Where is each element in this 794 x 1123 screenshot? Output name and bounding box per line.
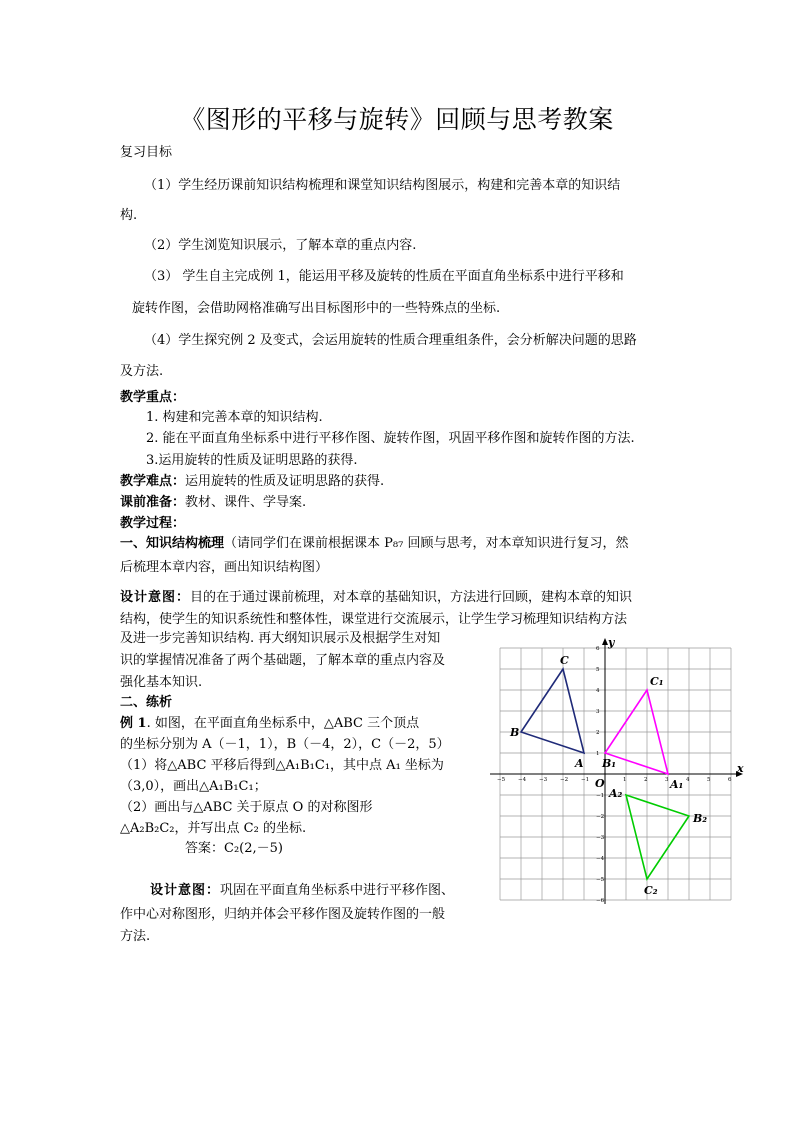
x-tick-label: −4 xyxy=(518,777,527,783)
example1-line2: 的坐标分别为 A（－1，1），B（－4，2），C（－2，5） xyxy=(120,737,450,752)
section1-title: 一、知识结构梳理 xyxy=(120,536,225,551)
design1-line1 xyxy=(120,590,632,606)
vertex-label: C₂ xyxy=(644,884,658,897)
y-tick-label: −6 xyxy=(596,898,605,904)
difficulty-text: 运用旋转的性质及证明思路的获得. xyxy=(185,474,385,489)
x-tick-label: 3 xyxy=(665,777,669,783)
vertex-label: A₂ xyxy=(609,787,623,800)
design1-line3: 及进一步完善知识结构. 再大纲知识展示及根据学生对知 xyxy=(120,631,441,646)
vertex-label: B₁ xyxy=(602,757,617,770)
example1-line6: △A₂B₂C₂，并写出点 C₂ 的坐标. xyxy=(120,821,307,836)
vertex-label: A xyxy=(575,757,584,770)
vertex-label: C₁ xyxy=(650,675,664,688)
y-tick-label: −4 xyxy=(596,856,605,862)
design2-text: 巩固在平面直角坐标系中进行平移作图、 xyxy=(220,883,455,898)
example1-line5: （2）画出与△ABC 关于原点 O 的对称图形 xyxy=(120,800,373,815)
difficulty-label: 教学难点： xyxy=(120,474,186,489)
difficulty-line xyxy=(120,474,384,490)
example1-label: 例 1 xyxy=(120,716,147,731)
design2-line3: 方法. xyxy=(120,929,151,944)
x-tick-label: −5 xyxy=(497,777,506,783)
origin-label: O xyxy=(595,777,605,790)
y-tick-label: −5 xyxy=(596,877,605,883)
x-tick-label: 4 xyxy=(686,777,690,783)
preparation-label: 课前准备： xyxy=(120,495,186,510)
page-title: 《图形的平移与旋转》回顾与思考教案 xyxy=(180,105,614,134)
goal-1-line2: 构. xyxy=(120,208,138,223)
goal-3-line2: 旋转作图，会借助网格准确写出目标图形中的一些特殊点的坐标. xyxy=(132,301,501,316)
preparation-text: 教材、课件、学导案. xyxy=(185,495,307,510)
design2-label: 设计意图： xyxy=(150,883,221,898)
process-heading: 教学过程： xyxy=(120,516,186,531)
goal-3-line1: （3） 学生自主完成例 1，能运用平移及旋转的性质在平面直角坐标系中进行平移和 xyxy=(144,269,624,284)
y-tick-label: 1 xyxy=(596,751,600,757)
design1-line2: 结构，使学生的知识系统性和整体性，课堂进行交流展示，让学生学习梳理知识结构方法 xyxy=(120,612,628,627)
practice-heading: 二、练析 xyxy=(120,695,173,710)
example1-answer: 答案：C₂(2,－5) xyxy=(185,841,283,856)
preparation-line xyxy=(120,495,306,511)
y-tick-label: 5 xyxy=(596,667,600,673)
y-tick-label: 2 xyxy=(596,730,600,736)
review-goals-heading: 复习目标 xyxy=(120,145,173,160)
section1-text: （请同学们在课前根据课本 P₈₇ 回顾与思考，对本章知识进行复习，然 xyxy=(224,536,629,551)
key-point-item: 1. 构建和完善本章的知识结构. xyxy=(146,410,323,425)
vertex-label: C xyxy=(560,654,569,667)
key-point-item: 3.运用旋转的性质及证明思路的获得. xyxy=(146,453,358,468)
x-tick-label: 6 xyxy=(728,777,732,783)
x-axis-label: x xyxy=(737,762,744,775)
goal-4-line1: （4）学生探究例 2 及变式，会运用旋转的性质合理重组条件，会分析解决问题的思路 xyxy=(144,333,637,348)
section1-line xyxy=(120,536,628,552)
design1-label: 设计意图： xyxy=(120,590,191,605)
y-tick-label: −3 xyxy=(596,835,605,841)
x-tick-label: −2 xyxy=(560,777,569,783)
vertex-label: B xyxy=(510,726,520,739)
x-tick-label: −3 xyxy=(539,777,548,783)
example1-text: . 如图，在平面直角坐标系中，△ABC 三个顶点 xyxy=(146,716,420,731)
goal-1-line1: （1）学生经历课前知识结构梳理和课堂知识结构图展示，构建和完善本章的知识结 xyxy=(144,178,621,193)
design2-line2: 作中心对称图形，归纳并体会平移作图及旋转作图的一般 xyxy=(120,907,446,922)
y-axis-label: y xyxy=(608,636,615,649)
vertex-label: A₁ xyxy=(670,778,684,791)
y-tick-label: 4 xyxy=(596,688,600,694)
y-tick-label: −2 xyxy=(596,814,605,820)
design1-text: 目的在于通过课前梳理，对本章的基础知识，方法进行回顾，建构本章的知识 xyxy=(190,590,633,605)
coordinate-plane-figure xyxy=(478,636,748,908)
example1-line4: （3,0），画出△A₁B₁C₁； xyxy=(120,779,267,794)
design2-line1 xyxy=(150,883,454,899)
example1-line1 xyxy=(120,716,419,732)
x-tick-label: 5 xyxy=(707,777,711,783)
x-tick-label: 2 xyxy=(644,777,648,783)
y-tick-label: 3 xyxy=(596,709,600,715)
design1-line4: 识的掌握情况准备了两个基础题，了解本章的重点内容及 xyxy=(120,653,446,668)
y-tick-label: 6 xyxy=(596,646,600,652)
goal-4-line2: 及方法. xyxy=(120,364,164,379)
y-tick-label: −1 xyxy=(596,793,605,799)
design1-line5: 强化基本知识. xyxy=(120,675,203,690)
example1-line3: （1）将△ABC 平移后得到△A₁B₁C₁，其中点 A₁ 坐标为 xyxy=(120,758,444,773)
key-point-item: 2. 能在平面直角坐标系中进行平移作图、旋转作图，巩固平移作图和旋转作图的方法. xyxy=(146,431,635,446)
vertex-label: B₂ xyxy=(693,812,708,825)
goal-2: （2）学生浏览知识展示，了解本章的重点内容. xyxy=(144,238,417,253)
section1-text2: 后梳理本章内容，画出知识结构图） xyxy=(120,560,329,575)
x-tick-label: 1 xyxy=(623,777,627,783)
x-tick-label: −1 xyxy=(581,777,590,783)
key-points-heading: 教学重点： xyxy=(120,390,186,405)
